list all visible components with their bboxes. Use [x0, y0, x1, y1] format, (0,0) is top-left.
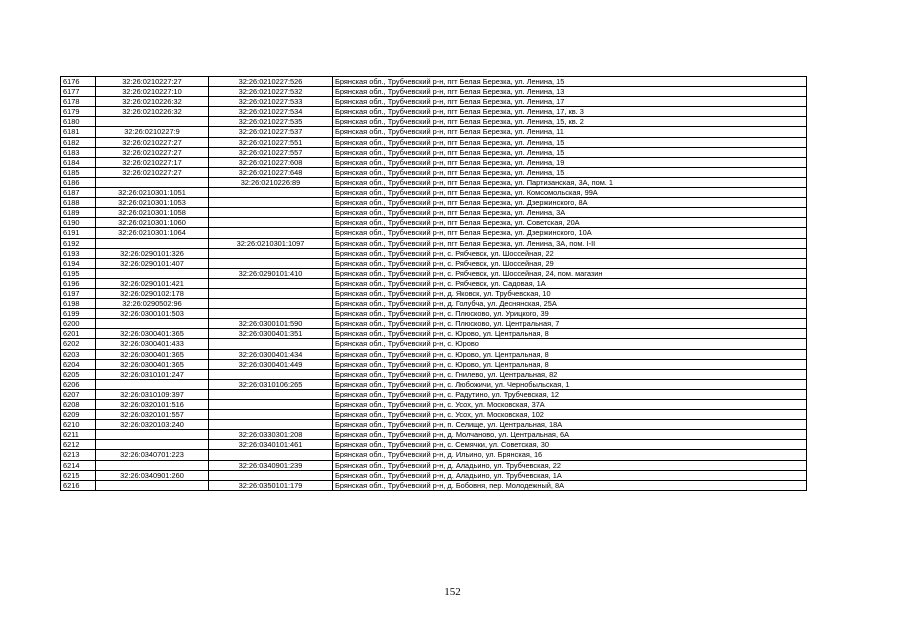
address-cell: Брянская обл., Трубчевский р-н, с. Плюсково, ул. Центральная, 7: [333, 319, 807, 329]
row-number-cell: 6181: [61, 127, 96, 137]
cadastral-number-cell: [96, 319, 209, 329]
table-row: [61, 339, 807, 349]
address-cell: Брянская обл., Трубчевский р-н, с. Юрово: [333, 339, 807, 349]
address-cell: Брянская обл., Трубчевский р-н, пгт Белая Березка, ул. Ленина, 15: [333, 167, 807, 177]
cadastral-number-cell: 32:26:0340701:223: [96, 450, 209, 460]
address-cell: Брянская обл., Трубчевский р-н, пгт Белая Березка, ул. Ленина, 13: [333, 87, 807, 97]
object-cadastral-number-cell: [209, 470, 333, 480]
row-number-cell: 6208: [61, 400, 96, 410]
address-cell: Брянская обл., Трубчевский р-н, пгт Белая Березка, ул. Ленина, 3А, пом. I-II: [333, 238, 807, 248]
row-number-cell: 6183: [61, 147, 96, 157]
cadastral-number-cell: 32:26:0300401:365: [96, 329, 209, 339]
cadastral-number-cell: 32:26:0210226:32: [96, 97, 209, 107]
address-cell: Брянская обл., Трубчевский р-н, с. Рябчевск, ул. Шоссейная, 29: [333, 258, 807, 268]
registry-table: [60, 76, 807, 491]
cadastral-number-cell: 32:26:0290502:96: [96, 299, 209, 309]
cadastral-number-cell: 32:26:0210227:27: [96, 147, 209, 157]
object-cadastral-number-cell: 32:26:0300401:434: [209, 349, 333, 359]
table-row: [61, 117, 807, 127]
table-row: [61, 198, 807, 208]
row-number-cell: 6176: [61, 77, 96, 87]
object-cadastral-number-cell: 32:26:0210227:534: [209, 107, 333, 117]
address-cell: Брянская обл., Трубчевский р-н, с. Рябчевск, ул. Шоссейная, 24, пом. магазин: [333, 268, 807, 278]
cadastral-number-cell: 32:26:0290101:421: [96, 278, 209, 288]
row-number-cell: 6194: [61, 258, 96, 268]
cadastral-number-cell: [96, 430, 209, 440]
row-number-cell: 6185: [61, 167, 96, 177]
cadastral-number-cell: 32:26:0210301:1064: [96, 228, 209, 238]
object-cadastral-number-cell: 32:26:0330301:208: [209, 430, 333, 440]
object-cadastral-number-cell: 32:26:0210227:551: [209, 137, 333, 147]
object-cadastral-number-cell: 32:26:0210301:1097: [209, 238, 333, 248]
object-cadastral-number-cell: 32:26:0300401:351: [209, 329, 333, 339]
table-row: [61, 137, 807, 147]
address-cell: Брянская обл., Трубчевский р-н, пгт Белая Березка, ул. Ленина, 17: [333, 97, 807, 107]
address-cell: Брянская обл., Трубчевский р-н, пгт Белая Березка, ул. Ленина, 15, кв. 2: [333, 117, 807, 127]
object-cadastral-number-cell: 32:26:0300101:590: [209, 319, 333, 329]
object-cadastral-number-cell: [209, 420, 333, 430]
object-cadastral-number-cell: [209, 278, 333, 288]
address-cell: Брянская обл., Трубчевский р-н, с. Юрово, ул. Центральная, 8: [333, 329, 807, 339]
address-cell: Брянская обл., Трубчевский р-н, пгт Белая Березка, ул. Ленина, 17, кв. 3: [333, 107, 807, 117]
table-row: [61, 87, 807, 97]
address-cell: Брянская обл., Трубчевский р-н, д. Аладьино, ул. Трубчевская, 1А: [333, 470, 807, 480]
table-row: [61, 147, 807, 157]
table-row: [61, 188, 807, 198]
object-cadastral-number-cell: [209, 309, 333, 319]
row-number-cell: 6216: [61, 480, 96, 490]
table-row: [61, 410, 807, 420]
cadastral-number-cell: 32:26:0210227:10: [96, 87, 209, 97]
table-row: [61, 349, 807, 359]
row-number-cell: 6207: [61, 389, 96, 399]
row-number-cell: 6203: [61, 349, 96, 359]
table-row: [61, 369, 807, 379]
table-row: [61, 127, 807, 137]
row-number-cell: 6210: [61, 420, 96, 430]
table-row: [61, 389, 807, 399]
object-cadastral-number-cell: [209, 299, 333, 309]
object-cadastral-number-cell: 32:26:0210227:532: [209, 87, 333, 97]
cadastral-number-cell: 32:26:0300401:433: [96, 339, 209, 349]
row-number-cell: 6179: [61, 107, 96, 117]
object-cadastral-number-cell: [209, 218, 333, 228]
registry-table-body: [61, 77, 807, 491]
object-cadastral-number-cell: [209, 389, 333, 399]
object-cadastral-number-cell: 32:26:0300401:449: [209, 359, 333, 369]
table-row: [61, 268, 807, 278]
object-cadastral-number-cell: 32:26:0210227:557: [209, 147, 333, 157]
object-cadastral-number-cell: [209, 288, 333, 298]
table-row: [61, 430, 807, 440]
address-cell: Брянская обл., Трубчевский р-н, с. Семячки, ул. Советская, 30: [333, 440, 807, 450]
address-cell: Брянская обл., Трубчевский р-н, с. Юрово, ул. Центральная, 8: [333, 359, 807, 369]
row-number-cell: 6177: [61, 87, 96, 97]
table-row: [61, 208, 807, 218]
table-row: [61, 258, 807, 268]
table-row: [61, 359, 807, 369]
row-number-cell: 6195: [61, 268, 96, 278]
object-cadastral-number-cell: [209, 410, 333, 420]
table-row: [61, 167, 807, 177]
row-number-cell: 6190: [61, 218, 96, 228]
table-row: [61, 177, 807, 187]
object-cadastral-number-cell: 32:26:0210227:526: [209, 77, 333, 87]
table-row: [61, 480, 807, 490]
row-number-cell: 6192: [61, 238, 96, 248]
row-number-cell: 6187: [61, 188, 96, 198]
address-cell: Брянская обл., Трубчевский р-н, с. Усох, ул. Московская, 102: [333, 410, 807, 420]
table-row: [61, 319, 807, 329]
cadastral-number-cell: 32:26:0310101:247: [96, 369, 209, 379]
cadastral-number-cell: [96, 440, 209, 450]
row-number-cell: 6184: [61, 157, 96, 167]
address-cell: Брянская обл., Трубчевский р-н, д. Ильино, ул. Брянская, 16: [333, 450, 807, 460]
address-cell: Брянская обл., Трубчевский р-н, пгт Белая Березка, ул. Ленина, 19: [333, 157, 807, 167]
object-cadastral-number-cell: 32:26:0210227:533: [209, 97, 333, 107]
address-cell: Брянская обл., Трубчевский р-н, с. Гнилево, ул. Центральная, 82: [333, 369, 807, 379]
object-cadastral-number-cell: 32:26:0210227:608: [209, 157, 333, 167]
row-number-cell: 6189: [61, 208, 96, 218]
cadastral-number-cell: [96, 238, 209, 248]
table-row: [61, 470, 807, 480]
table-row: [61, 238, 807, 248]
row-number-cell: 6200: [61, 319, 96, 329]
cadastral-number-cell: 32:26:0290102:178: [96, 288, 209, 298]
address-cell: Брянская обл., Трубчевский р-н, с. Усох, ул. Московская, 37А: [333, 400, 807, 410]
object-cadastral-number-cell: 32:26:0340101:461: [209, 440, 333, 450]
address-cell: Брянская обл., Трубчевский р-н, д. Молчаново, ул. Центральная, 6А: [333, 430, 807, 440]
table-row: [61, 218, 807, 228]
table-row: [61, 248, 807, 258]
address-cell: Брянская обл., Трубчевский р-н, пгт Белая Березка, ул. Ленина, 3А: [333, 208, 807, 218]
address-cell: Брянская обл., Трубчевский р-н, пгт Белая Березка, ул. Ленина, 15: [333, 137, 807, 147]
cadastral-number-cell: 32:26:0340901:260: [96, 470, 209, 480]
address-cell: Брянская обл., Трубчевский р-н, с. Рябчевск, ул. Садовая, 1А: [333, 278, 807, 288]
row-number-cell: 6186: [61, 177, 96, 187]
table-row: [61, 400, 807, 410]
row-number-cell: 6188: [61, 198, 96, 208]
cadastral-number-cell: 32:26:0310109:397: [96, 389, 209, 399]
cadastral-number-cell: [96, 379, 209, 389]
table-row: [61, 309, 807, 319]
cadastral-number-cell: 32:26:0210227:9: [96, 127, 209, 137]
object-cadastral-number-cell: [209, 248, 333, 258]
object-cadastral-number-cell: 32:26:0350101:179: [209, 480, 333, 490]
address-cell: Брянская обл., Трубчевский р-н, п. Селище, ул. Центральная, 18А: [333, 420, 807, 430]
row-number-cell: 6201: [61, 329, 96, 339]
object-cadastral-number-cell: 32:26:0210227:535: [209, 117, 333, 127]
table-row: [61, 299, 807, 309]
object-cadastral-number-cell: [209, 188, 333, 198]
address-cell: Брянская обл., Трубчевский р-н, д. Бобовня, пер. Молодежный, 8А: [333, 480, 807, 490]
row-number-cell: 6198: [61, 299, 96, 309]
cadastral-number-cell: 32:26:0300401:365: [96, 359, 209, 369]
cadastral-number-cell: 32:26:0290101:326: [96, 248, 209, 258]
table-row: [61, 97, 807, 107]
row-number-cell: 6193: [61, 248, 96, 258]
cadastral-number-cell: 32:26:0320103:240: [96, 420, 209, 430]
object-cadastral-number-cell: [209, 450, 333, 460]
row-number-cell: 6191: [61, 228, 96, 238]
cadastral-number-cell: 32:26:0210227:27: [96, 137, 209, 147]
row-number-cell: 6212: [61, 440, 96, 450]
object-cadastral-number-cell: [209, 339, 333, 349]
address-cell: Брянская обл., Трубчевский р-н, пгт Белая Березка, ул. Дзержинского, 8А: [333, 198, 807, 208]
object-cadastral-number-cell: 32:26:0340901:239: [209, 460, 333, 470]
address-cell: Брянская обл., Трубчевский р-н, д. Аладьино, ул. Трубчевская, 22: [333, 460, 807, 470]
table-row: [61, 379, 807, 389]
row-number-cell: 6178: [61, 97, 96, 107]
row-number-cell: 6180: [61, 117, 96, 127]
table-row: [61, 329, 807, 339]
object-cadastral-number-cell: 32:26:0210226:89: [209, 177, 333, 187]
object-cadastral-number-cell: 32:26:0310106:265: [209, 379, 333, 389]
address-cell: Брянская обл., Трубчевский р-н, с. Любожичи, ул. Чернобыльская, 1: [333, 379, 807, 389]
row-number-cell: 6199: [61, 309, 96, 319]
cadastral-number-cell: 32:26:0210227:27: [96, 167, 209, 177]
cadastral-number-cell: 32:26:0320101:557: [96, 410, 209, 420]
object-cadastral-number-cell: [209, 400, 333, 410]
address-cell: Брянская обл., Трубчевский р-н, пгт Белая Березка, ул. Дзержинского, 10А: [333, 228, 807, 238]
row-number-cell: 6211: [61, 430, 96, 440]
object-cadastral-number-cell: 32:26:0210227:537: [209, 127, 333, 137]
address-cell: Брянская обл., Трубчевский р-н, пгт Белая Березка, ул. Ленина, 11: [333, 127, 807, 137]
cadastral-number-cell: 32:26:0300101:503: [96, 309, 209, 319]
cadastral-number-cell: 32:26:0210301:1060: [96, 218, 209, 228]
table-row: [61, 107, 807, 117]
row-number-cell: 6215: [61, 470, 96, 480]
row-number-cell: 6196: [61, 278, 96, 288]
cadastral-number-cell: [96, 268, 209, 278]
address-cell: Брянская обл., Трубчевский р-н, пгт Белая Березка, ул. Советская, 20А: [333, 218, 807, 228]
address-cell: Брянская обл., Трубчевский р-н, д. Голубча, ул. Деснянская, 25А: [333, 299, 807, 309]
cadastral-number-cell: 32:26:0320101:516: [96, 400, 209, 410]
object-cadastral-number-cell: [209, 198, 333, 208]
address-cell: Брянская обл., Трубчевский р-н, д. Яковск, ул. Трубчевская, 10: [333, 288, 807, 298]
row-number-cell: 6202: [61, 339, 96, 349]
row-number-cell: 6209: [61, 410, 96, 420]
table-row: [61, 450, 807, 460]
address-cell: Брянская обл., Трубчевский р-н, с. Юрово, ул. Центральная, 8: [333, 349, 807, 359]
cadastral-number-cell: 32:26:0210227:17: [96, 157, 209, 167]
address-cell: Брянская обл., Трубчевский р-н, пгт Белая Березка, ул. Комсомольская, 99А: [333, 188, 807, 198]
object-cadastral-number-cell: 32:26:0210227:648: [209, 167, 333, 177]
row-number-cell: 6182: [61, 137, 96, 147]
address-cell: Брянская обл., Трубчевский р-н, с. Плюсково, ул. Урицкого, 39: [333, 309, 807, 319]
object-cadastral-number-cell: [209, 369, 333, 379]
cadastral-number-cell: [96, 117, 209, 127]
table-row: [61, 288, 807, 298]
cadastral-number-cell: 32:26:0210301:1051: [96, 188, 209, 198]
table-row: [61, 228, 807, 238]
table-row: [61, 460, 807, 470]
row-number-cell: 6213: [61, 450, 96, 460]
cadastral-number-cell: 32:26:0300401:365: [96, 349, 209, 359]
object-cadastral-number-cell: [209, 208, 333, 218]
table-row: [61, 77, 807, 87]
cadastral-number-cell: 32:26:0210301:1058: [96, 208, 209, 218]
cadastral-number-cell: [96, 460, 209, 470]
row-number-cell: 6206: [61, 379, 96, 389]
row-number-cell: 6197: [61, 288, 96, 298]
address-cell: Брянская обл., Трубчевский р-н, с. Рябчевск, ул. Шоссейная, 22: [333, 248, 807, 258]
cadastral-number-cell: [96, 177, 209, 187]
row-number-cell: 6214: [61, 460, 96, 470]
address-cell: Брянская обл., Трубчевский р-н, пгт Белая Березка, ул. Ленина, 15: [333, 77, 807, 87]
address-cell: Брянская обл., Трубчевский р-н, с. Радутино, ул. Трубчевская, 12: [333, 389, 807, 399]
cadastral-number-cell: 32:26:0210227:27: [96, 77, 209, 87]
row-number-cell: 6204: [61, 359, 96, 369]
cadastral-number-cell: 32:26:0290101:407: [96, 258, 209, 268]
table-row: [61, 157, 807, 167]
table-row: [61, 440, 807, 450]
table-row: [61, 420, 807, 430]
object-cadastral-number-cell: 32:26:0290101:410: [209, 268, 333, 278]
address-cell: Брянская обл., Трубчевский р-н, пгт Белая Березка, ул. Ленина, 15: [333, 147, 807, 157]
cadastral-number-cell: 32:26:0210301:1053: [96, 198, 209, 208]
address-cell: Брянская обл., Трубчевский р-н, пгт Белая Березка, ул. Партизанская, 3А, пом. 1: [333, 177, 807, 187]
object-cadastral-number-cell: [209, 228, 333, 238]
cadastral-number-cell: [96, 480, 209, 490]
cadastral-number-cell: 32:26:0210226:32: [96, 107, 209, 117]
object-cadastral-number-cell: [209, 258, 333, 268]
page-number: 152: [444, 586, 461, 598]
table-row: [61, 278, 807, 288]
row-number-cell: 6205: [61, 369, 96, 379]
